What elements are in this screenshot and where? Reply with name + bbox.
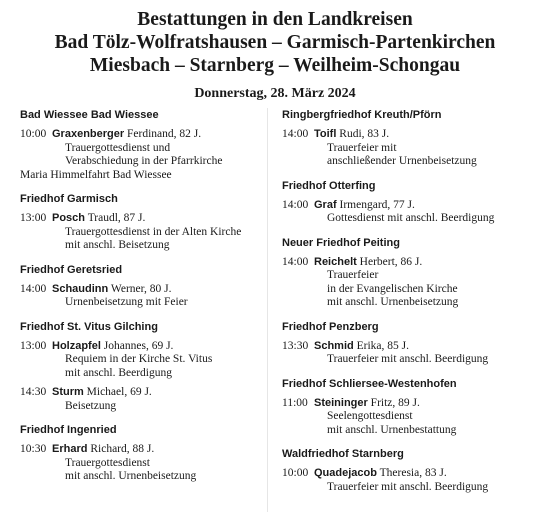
entry-time: 13:00 — [20, 212, 47, 224]
service-detail: Trauerfeier mit anschl. Beerdigung — [327, 480, 489, 493]
cemetery-block — [282, 108, 534, 169]
entry-time: 14:00 — [20, 282, 47, 295]
funeral-entry — [20, 386, 270, 413]
cemetery-name: Friedhof Penzberg — [282, 320, 379, 333]
person-line — [314, 199, 494, 213]
entry-time: 10:30 — [20, 443, 47, 455]
person-line — [52, 212, 241, 226]
service-detail: Gottesdienst mit anschl. Beerdigung — [327, 212, 495, 224]
service-detail: Trauerfeier mit — [327, 141, 397, 154]
entry-body — [52, 443, 196, 484]
surname: Quadejacob — [314, 467, 377, 479]
person-line — [314, 397, 456, 411]
left-column — [20, 108, 270, 504]
entry-time: 10:00 — [20, 128, 47, 140]
cemetery-block — [282, 447, 534, 494]
service-detail: Beisetzung — [65, 399, 117, 412]
funeral-entry — [282, 128, 534, 169]
entry-time: 13:30 — [282, 339, 309, 352]
entry-body — [52, 212, 241, 253]
title-line-2: Bad Tölz-Wolfratshausen – Garmisch-Partenkirchen — [54, 32, 496, 53]
cemetery-name: Neuer Friedhof Peiting — [282, 236, 400, 249]
cemetery-name: Ringbergfriedhof Kreuth/Pförn — [282, 109, 442, 121]
surname: Toifl — [314, 128, 337, 140]
surname: Schaudinn — [52, 282, 109, 295]
first-name-age: Theresia, 83 J. — [379, 467, 447, 479]
funeral-entry — [282, 340, 534, 367]
right-column — [282, 108, 534, 504]
surname: Graxenberger — [52, 128, 125, 140]
service-detail: Seelengottesdienst — [327, 410, 413, 422]
entry-body — [314, 340, 488, 367]
funeral-entry — [282, 199, 534, 226]
cemetery-block — [282, 236, 534, 310]
first-name-age: Johannes, 69 J. — [103, 339, 174, 352]
person-line — [52, 386, 152, 400]
entry-body — [314, 256, 458, 310]
service-detail: mit anschl. Beerdigung — [65, 366, 172, 379]
first-name-age: Rudi, 83 J. — [339, 128, 390, 140]
surname: Holzapfel — [52, 339, 101, 352]
service-detail: mit anschl. Beisetzung — [65, 239, 170, 251]
first-name-age: Irmengard, 77 J. — [339, 198, 415, 211]
service-detail: Verabschiedung in der Pfarrkirche — [65, 155, 223, 167]
cemetery-block — [20, 108, 270, 182]
person-line — [52, 443, 196, 457]
entry-time: 13:00 — [20, 339, 47, 352]
person-line — [52, 340, 212, 354]
cemetery-block — [282, 179, 534, 226]
entry-time: 14:30 — [20, 386, 47, 398]
service-location: Maria Himmelfahrt Bad Wiessee — [20, 168, 172, 181]
funeral-entry — [20, 443, 270, 484]
service-detail: mit anschl. Urnenbestattung — [327, 423, 457, 436]
surname: Reichelt — [314, 255, 357, 268]
cemetery-name: Friedhof Garmisch — [20, 193, 118, 205]
title-line-1: Bestattungen in den Landkreisen — [137, 9, 413, 30]
entry-body — [314, 397, 456, 438]
funeral-entry — [20, 128, 270, 182]
service-detail: Trauergottesdienst in der Alten Kirche — [65, 225, 242, 238]
surname: Sturm — [52, 386, 84, 398]
cemetery-name: Friedhof Otterfing — [282, 179, 376, 192]
entry-time: 10:00 — [282, 467, 309, 479]
entry-body — [314, 467, 488, 494]
first-name-age: Fritz, 89 J. — [370, 396, 420, 409]
cemetery-block — [282, 320, 534, 367]
surname: Steininger — [314, 396, 368, 409]
first-name-age: Herbert, 86 J. — [359, 255, 423, 268]
surname: Schmid — [314, 339, 354, 352]
entry-body — [52, 386, 152, 413]
entry-body — [314, 128, 477, 169]
entry-time: 11:00 — [282, 396, 308, 409]
first-name-age: Richard, 88 J. — [90, 443, 155, 455]
funeral-entry — [282, 397, 534, 438]
service-detail: Trauerfeier — [327, 269, 379, 281]
service-detail: mit anschl. Urnenbeisetzung — [327, 296, 459, 308]
entry-body — [52, 283, 188, 310]
surname: Graf — [314, 198, 337, 211]
service-detail: Trauergottesdienst — [65, 456, 150, 469]
service-detail: anschließender Urnenbeisetzung — [327, 155, 477, 167]
cemetery-block — [282, 377, 534, 438]
funeral-entry — [282, 467, 534, 494]
surname: Posch — [52, 212, 86, 224]
first-name-age: Michael, 69 J. — [86, 386, 152, 398]
entry-time: 14:00 — [282, 255, 309, 268]
service-detail: mit anschl. Urnenbeisetzung — [65, 470, 197, 482]
title-line-3: Miesbach – Starnberg – Weilheim-Schongau — [89, 55, 461, 76]
funeral-entry — [20, 212, 270, 253]
service-detail: in der Evangelischen Kirche — [327, 282, 458, 295]
cemetery-name: Friedhof St. Vitus Gilching — [20, 320, 158, 333]
cemetery-name: Waldfriedhof Starnberg — [282, 448, 404, 460]
service-detail: Trauergottesdienst und — [65, 141, 171, 154]
cemetery-name: Friedhof Ingenried — [20, 424, 117, 436]
person-line — [52, 283, 188, 297]
person-line — [52, 128, 222, 142]
entry-body — [52, 340, 212, 381]
first-name-age: Werner, 80 J. — [110, 282, 172, 295]
person-line — [314, 340, 488, 354]
funeral-entry — [20, 340, 270, 381]
cemetery-block — [20, 320, 270, 414]
first-name-age: Erika, 85 J. — [356, 339, 409, 352]
entry-time: 14:00 — [282, 128, 309, 140]
surname: Erhard — [52, 443, 88, 455]
service-detail: Trauerfeier mit anschl. Beerdigung — [327, 353, 489, 365]
person-line — [314, 467, 488, 481]
first-name-age: Traudl, 87 J. — [87, 212, 146, 224]
date-line: Donnerstag, 28. März 2024 — [194, 86, 356, 101]
cemetery-name: Bad Wiessee Bad Wiessee — [20, 109, 159, 121]
entry-time: 14:00 — [282, 198, 309, 211]
cemetery-name: Friedhof Geretsried — [20, 263, 123, 276]
service-detail: Requiem in der Kirche St. Vitus — [65, 353, 213, 365]
service-detail: Urnenbeisetzung mit Feier — [65, 296, 188, 308]
cemetery-name: Friedhof Schliersee-Westenhofen — [282, 377, 457, 390]
first-name-age: Ferdinand, 82 J. — [127, 128, 202, 140]
funeral-entry — [20, 283, 270, 310]
page-header — [0, 0, 550, 103]
entry-body — [314, 199, 494, 226]
person-line — [314, 256, 458, 270]
person-line — [314, 128, 477, 142]
cemetery-block — [20, 423, 270, 484]
listing-columns — [20, 108, 534, 504]
funeral-entry — [282, 256, 534, 310]
cemetery-block — [20, 192, 270, 253]
cemetery-block — [20, 263, 270, 310]
